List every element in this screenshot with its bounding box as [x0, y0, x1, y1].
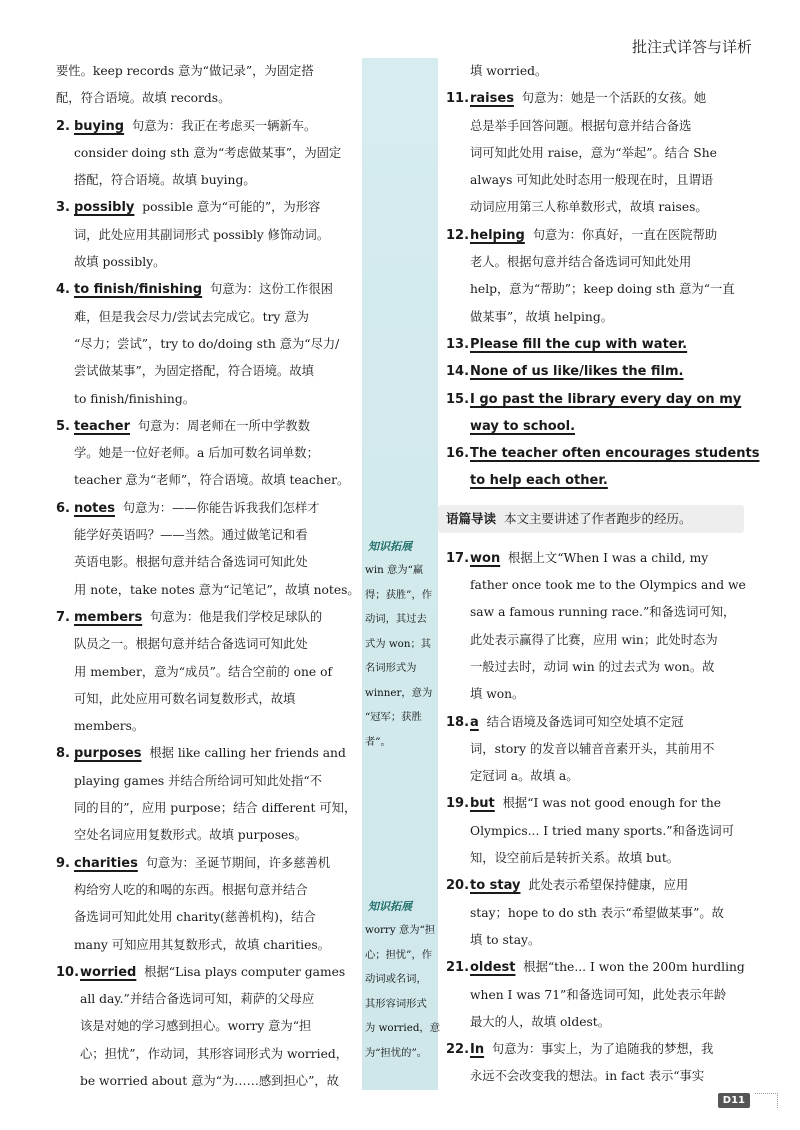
explanation-text: 根据上文“When I was a child, my: [508, 550, 709, 565]
text-line: 要性。keep records 意为“做记录”，为固定搭: [56, 64, 314, 78]
item-number: 7.: [56, 609, 70, 625]
text-line: 构给穷人吃的和喝的东西。根据句意并结合: [74, 882, 308, 897]
text-line: father once took me to the Olympics and we: [470, 578, 746, 593]
answer-sentence: None of us like/likes the film.: [470, 364, 684, 380]
text-line: 动词应用第三人称单数形式，故填 raises。: [470, 200, 708, 215]
text-line: saw a famous running race.”和备选词可知，: [470, 605, 736, 620]
item-number: 14.: [446, 364, 470, 380]
text-line: 备选词可知此处用 charity(慈善机构)，结合: [74, 910, 316, 925]
answer-text: to stay: [470, 878, 521, 894]
note-line: winner，意为: [365, 686, 433, 699]
note-line: 得；获胜”，作: [365, 588, 433, 601]
note-line: 式为 won；其: [365, 637, 432, 650]
knowledge-note-win: [362, 536, 438, 754]
text-line: all day.”并结合备选词可知，莉萨的父母应: [80, 992, 315, 1007]
answer-item-7: [56, 604, 356, 740]
explanation-text: 根据 like calling her friends and: [149, 746, 346, 761]
note-line: win 意为“赢: [365, 564, 424, 576]
text-line: 用 note，take notes 意为“记笔记”，故填 notes。: [74, 582, 360, 597]
text-line: 总是举手回答问题。根据句意并结合备选: [470, 118, 692, 133]
answer-text: teacher: [74, 418, 130, 434]
explanation-text: 句意为：事实上，为了追随我的梦想，我: [491, 1042, 714, 1057]
text-line: 填 worried。: [470, 64, 548, 78]
text-line: 学。她是一位好老师。a 后加可数名词单数；: [74, 446, 319, 461]
item-number: 17.: [446, 550, 470, 566]
reading-guide-box: [438, 505, 744, 533]
answer-item-17: [446, 545, 746, 709]
answer-text: won: [470, 550, 501, 566]
page-header: 批注式详答与详析: [631, 38, 752, 56]
item-number: 16.: [446, 446, 470, 462]
answer-item-12: [446, 222, 746, 331]
text-line: 知，设空前后是转折关系。故填 but。: [470, 851, 680, 866]
text-line: to finish/finishing。: [74, 391, 195, 406]
text-line: 队员之一。根据句意并结合备选词可知此处: [74, 637, 308, 652]
knowledge-note-worry: [362, 896, 438, 1065]
item-number: 5.: [56, 418, 70, 434]
answer-text: to finish/finishing: [74, 282, 203, 298]
answer-text: worried: [80, 964, 137, 980]
note-line: 动词，其过去: [365, 613, 427, 625]
explanation-text: 结合语境及备选词可知空处填不定冠: [486, 714, 684, 729]
answer-item-9: [56, 850, 356, 959]
answer-text: charities: [74, 855, 138, 871]
text-line: 故填 possibly。: [74, 255, 166, 270]
note-line: 为 worried，意: [365, 1022, 440, 1034]
item-number: 18.: [446, 714, 470, 730]
text-line: 难，但是我会尽力/尝试去完成它。try 意为: [74, 309, 309, 324]
text-line: stay；hope to do sth 表示“希望做某事”。故: [470, 905, 724, 920]
guide-text: 本文主要讲述了作者跑步的经历。: [503, 510, 692, 526]
explanation-text: 根据“the... I won the 200m hurdling: [523, 960, 745, 975]
text-line: 此处表示赢得了比赛，应用 win；此处时态为: [470, 632, 718, 647]
answer-text: raises: [470, 91, 514, 107]
text-line: 同的目的”，应用 purpose；结合 different 可知，: [74, 801, 357, 816]
note-title: 知识拓展: [368, 900, 412, 913]
answer-sentence: I go past the library every day on my: [470, 391, 742, 407]
answer-sentence: to help each other.: [470, 473, 608, 489]
text-line: Olympics... I tried many sports.”和备选词可: [470, 823, 734, 838]
text-line: 老人。根据句意并结合备选词可知此处用: [470, 255, 692, 270]
text-line: 用 member，意为“成员”。结合空前的 one of: [74, 664, 333, 679]
text-line: always 可知此处时态用一般现在时，且谓语: [470, 173, 714, 188]
text-line: 空处名词应用复数形式。故填 purposes。: [74, 828, 307, 843]
answer-text: buying: [74, 118, 125, 134]
explanation-text: possible 意为“可能的”，为形容: [142, 200, 321, 215]
item-number: 12.: [446, 227, 470, 243]
text-line: teacher 意为“老师”，符合语境。故填 teacher。: [74, 473, 350, 488]
item-number: 21.: [446, 960, 470, 976]
text-line: many 可知应用其复数形式，故填 charities。: [74, 937, 330, 952]
item-number: 10.: [56, 964, 80, 980]
text-line: 配，符合语境。故填 records。: [56, 91, 231, 106]
note-line: 其形容词形式: [365, 997, 427, 1010]
explanation-text: 句意为：圣诞节期间，许多慈善机: [145, 855, 331, 870]
answer-item-2: [56, 113, 356, 195]
answer-text: In: [470, 1042, 485, 1058]
item-number: 8.: [56, 746, 70, 762]
text-line: 英语电影。根据句意并结合备选词可知此处: [74, 555, 308, 570]
note-line: 者”。: [365, 735, 391, 748]
answer-item-16: [446, 440, 760, 495]
answer-item-10: [56, 959, 356, 1095]
text-line: 定冠词 a。故填 a。: [470, 769, 579, 784]
answer-item-15: [446, 386, 746, 441]
answer-item-13: [446, 331, 746, 358]
answer-text: but: [470, 796, 495, 812]
answer-item-8: [56, 740, 356, 849]
answer-text: helping: [470, 227, 525, 243]
text-line: consider doing sth 意为“考虑做某事”，为固定: [74, 145, 342, 160]
answer-sentence: way to school.: [470, 418, 576, 434]
text-line: 词可知此处用 raise，意为“举起”。结合 She: [470, 145, 717, 160]
answer-item-18: [446, 709, 746, 791]
item-number: 2.: [56, 118, 70, 134]
item-number: 3.: [56, 200, 70, 216]
text-line: 填 to stay。: [470, 932, 541, 947]
guide-label: 语篇导读: [446, 510, 497, 526]
item-number: 22.: [446, 1042, 470, 1058]
right-column: [446, 58, 760, 1091]
explanation-text: 根据“Lisa plays computer games: [144, 964, 346, 979]
answer-item-5: [56, 413, 356, 495]
text-line: 永远不会改变我的想法。in fact 表示“事实: [470, 1069, 705, 1084]
explanation-text: 句意为：周老师在一所中学教数: [137, 418, 310, 433]
text-line: playing games 并结合所给词可知此处指“不: [74, 773, 322, 788]
text-line: 搭配，符合语境。故填 buying。: [74, 173, 256, 188]
explanation-text: 此处表示希望保持健康，应用: [528, 878, 689, 893]
explanation-text: 句意为：我正在考虑买一辆新车。: [131, 118, 317, 133]
explanation-text: 句意为：你真好，一直在医院帮助: [532, 227, 718, 242]
item-number: 11.: [446, 91, 470, 107]
answer-text: a: [470, 714, 479, 730]
text-line: 做某事”，故填 helping。: [470, 309, 613, 324]
text-line: 心；担忧”，作动词，其形容词形式为 worried，: [80, 1046, 349, 1061]
text-line: when I was 71”和备选词可知，此处表示年龄: [470, 987, 727, 1002]
item-number: 20.: [446, 878, 470, 894]
explanation-text: 句意为：——你能告诉我我们怎样才: [122, 500, 320, 515]
item-number: 4.: [56, 282, 70, 298]
note-title: 知识拓展: [368, 540, 412, 553]
answer-text: purposes: [74, 746, 142, 762]
text-line: 最大的人，故填 oldest。: [470, 1014, 611, 1029]
answer-text: members: [74, 609, 143, 625]
margin-notes-column: [362, 58, 438, 1090]
answer-sentence: Please fill the cup with water.: [470, 336, 688, 352]
note-line: 名词形式为: [365, 662, 417, 674]
note-line: 心；担忧”，作: [365, 948, 433, 961]
explanation-text: 句意为：这份工作很困: [209, 282, 333, 297]
explanation-text: 句意为：他是我们学校足球队的: [150, 609, 323, 624]
answer-item-19: [446, 790, 746, 872]
explanation-text: 句意为：她是一个活跃的女孩。她: [521, 91, 707, 106]
item-number: 13.: [446, 336, 470, 352]
answer-text: oldest: [470, 960, 516, 976]
text-line: help，意为“帮助”；keep doing sth 意为“一直: [470, 282, 735, 297]
left-item-0: [56, 58, 356, 113]
text-line: be worried about 意为“为……感到担心”，故: [80, 1073, 339, 1088]
text-line: 可知，此处应用可数名词复数形式，故填: [74, 691, 296, 706]
text-line: 填 won。: [470, 687, 525, 702]
note-line: worry 意为“担: [365, 924, 436, 936]
item-number: 6.: [56, 500, 70, 516]
answer-item-14: [446, 358, 746, 385]
answer-item-21: [446, 954, 746, 1036]
note-line: 动词或名词，: [365, 973, 427, 985]
answer-item-6: [56, 495, 360, 604]
answer-sentence: The teacher often encourages students: [470, 446, 760, 462]
answer-text: notes: [74, 500, 115, 516]
text-line: 能学好英语吗？——当然。通过做笔记和看: [74, 528, 308, 543]
answer-text: possibly: [74, 200, 135, 216]
note-line: “冠军；获胜: [365, 711, 422, 723]
text-line: “尽力；尝试”，try to do/doing sth 意为“尽力/: [74, 336, 340, 351]
note-line: 为“担忧的”。: [365, 1046, 428, 1059]
text-line: 一般过去时，动词 win 的过去式为 won。故: [470, 659, 715, 674]
text-line: members。: [74, 719, 145, 734]
page-number: D11: [718, 1093, 750, 1108]
answer-item-3: [56, 194, 356, 276]
answer-item-4: [56, 276, 356, 412]
explanation-text: 根据“I was not good enough for the: [502, 796, 722, 811]
left-column: [56, 58, 360, 1095]
text-line: 词，此处应用其副词形式 possibly 修饰动词。: [74, 227, 330, 242]
answer-item-11: [446, 85, 746, 221]
answer-item-20: [446, 872, 746, 954]
answer-item-22: [446, 1036, 746, 1091]
corner-mark: [755, 1093, 778, 1108]
text-line: 词，story 的发音以辅音音素开头，其前用不: [470, 741, 715, 756]
item-number: 19.: [446, 796, 470, 812]
text-line: 该是对她的学习感到担心。worry 意为“担: [80, 1019, 312, 1034]
item-number: 9.: [56, 855, 70, 871]
item-number: 15.: [446, 391, 470, 407]
text-line: 尝试做某事”，为固定搭配，符合语境。故填: [74, 364, 314, 379]
